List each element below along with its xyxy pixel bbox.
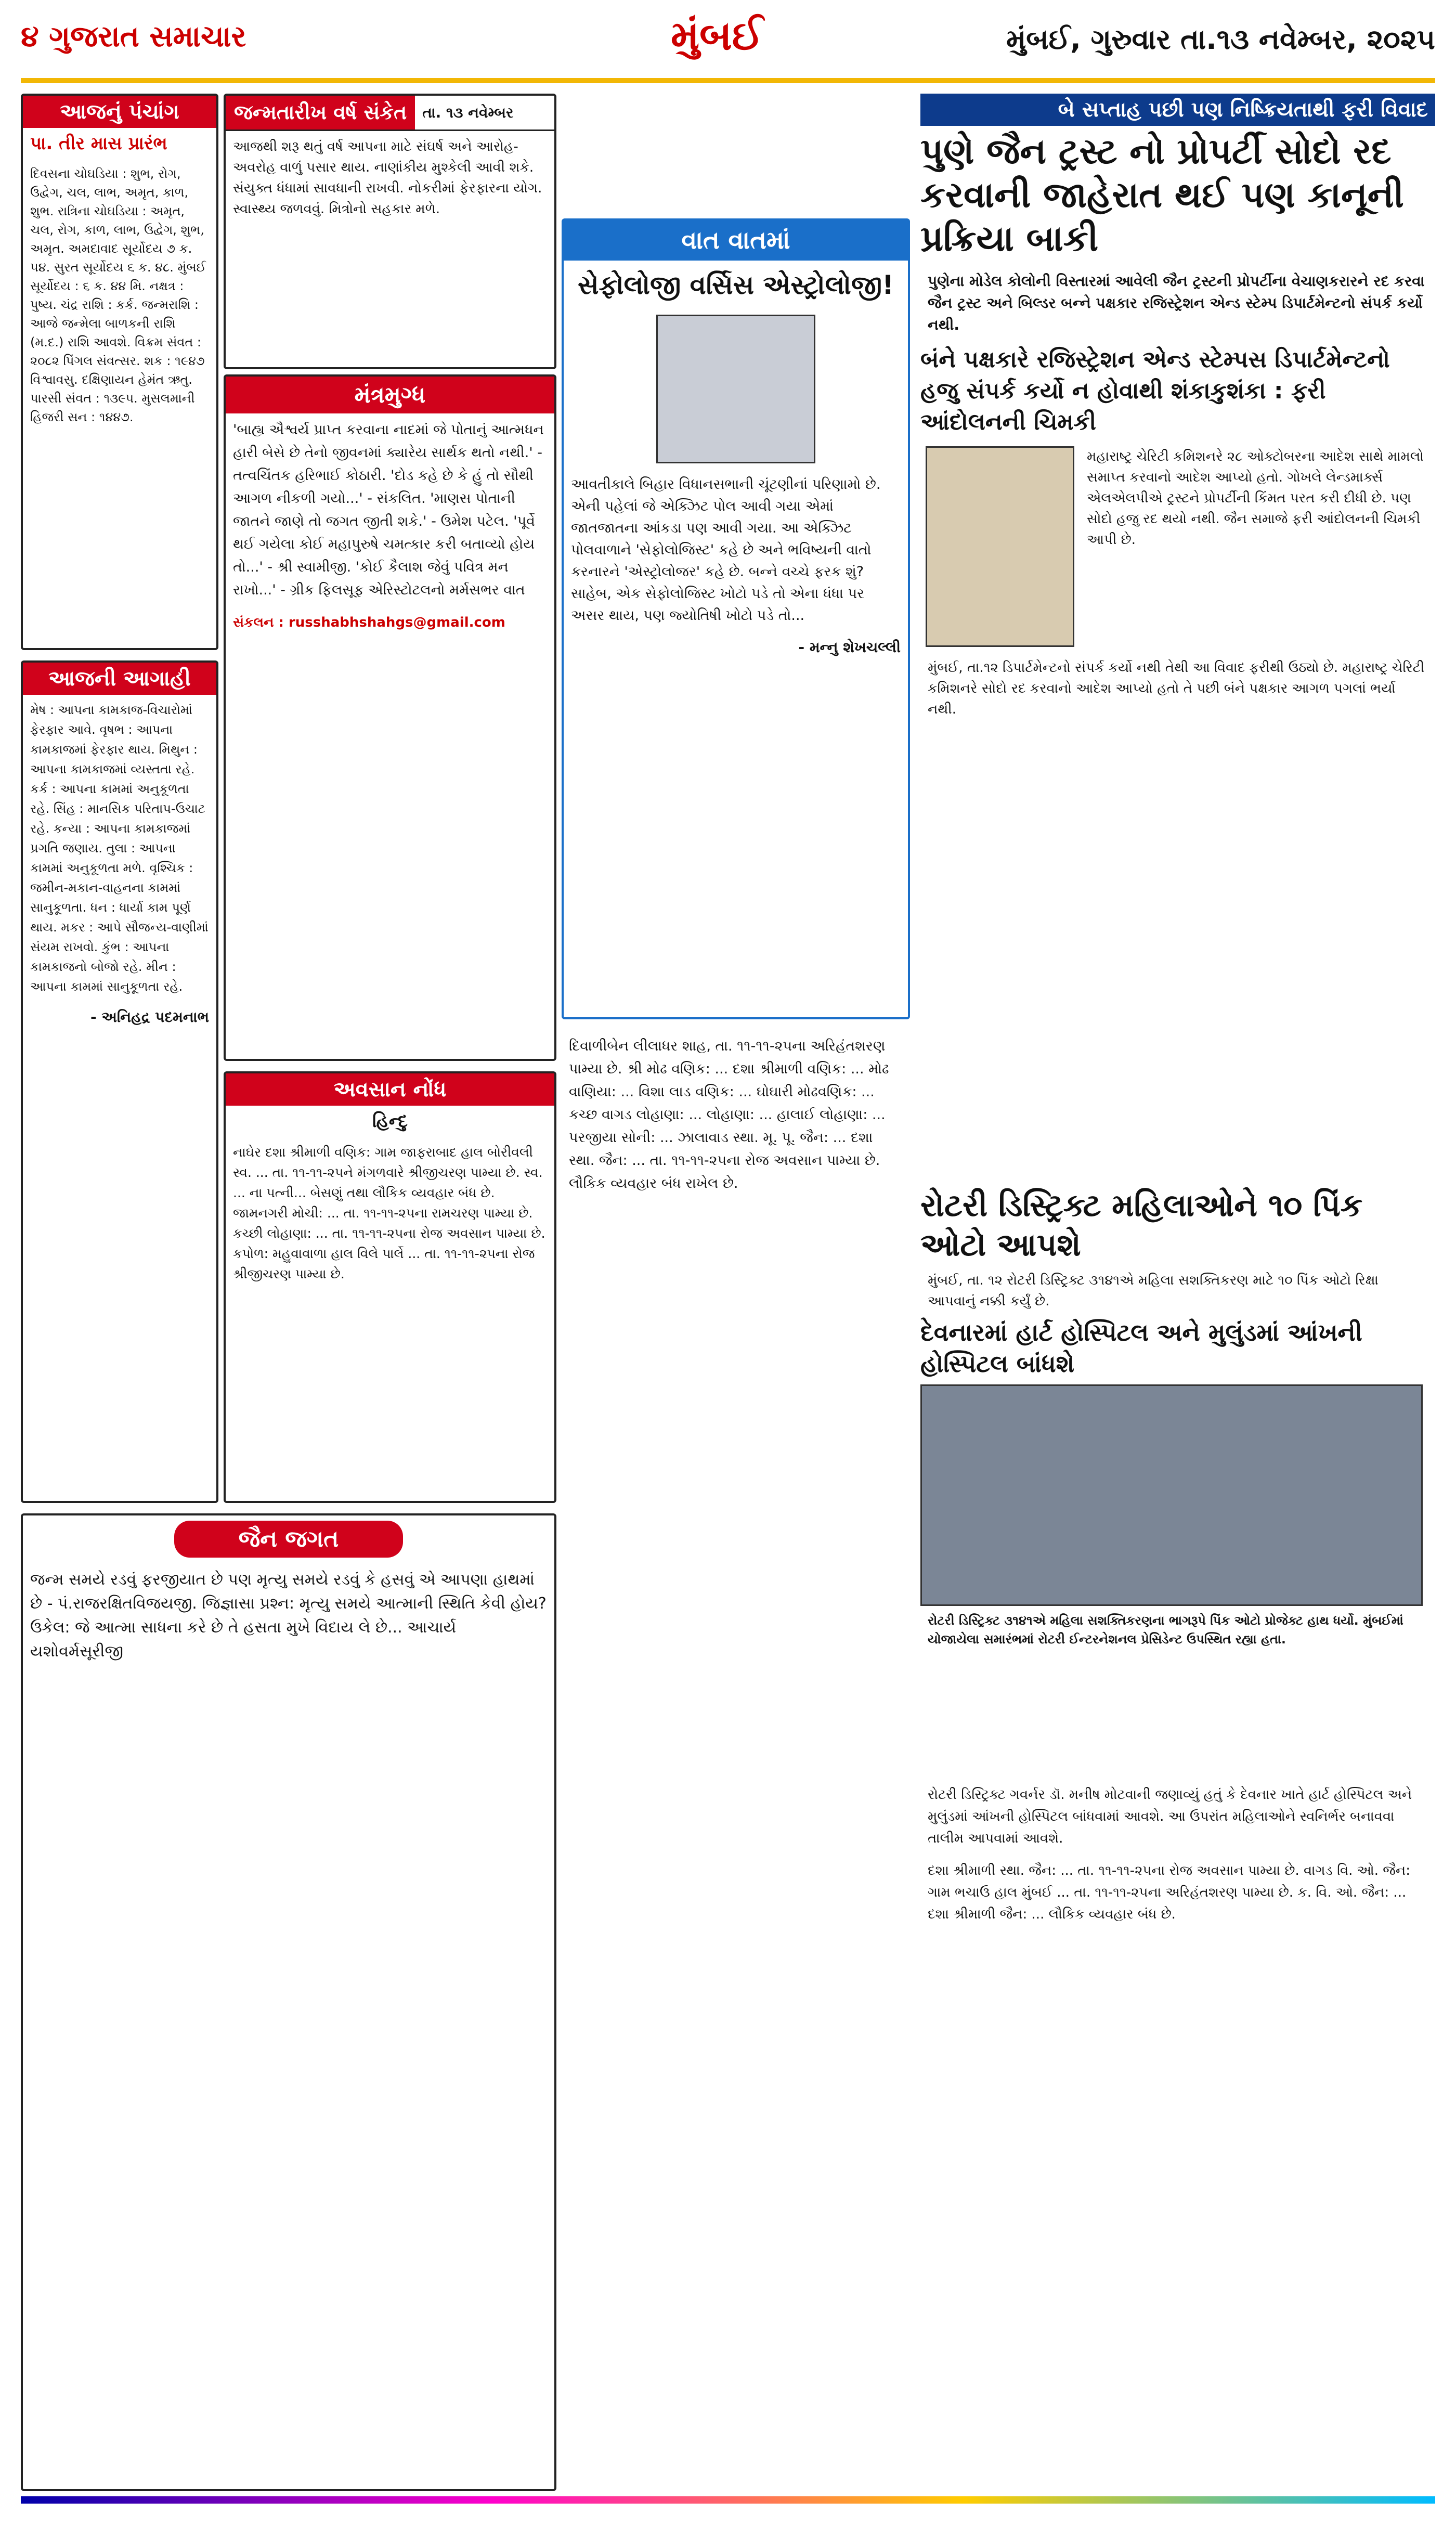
vaat-author: - મન્નુ શેખચલ્લી (798, 639, 901, 656)
mantra-title: મંત્રમુગ્ધ (226, 377, 554, 413)
cartoon-image (656, 315, 815, 463)
pink-auto-photo (920, 1384, 1423, 1606)
rashifal-author: - અનિહદ્ર પદમનાભ (90, 1008, 209, 1026)
obituaries-column (562, 1030, 910, 2491)
main-subhead: બંને પક્ષકારે રજિસ્ટ્રેશન એન્ડ સ્ટેમ્પસ ડિપાર્ટમેન્ટનો હજુ સંપર્ક કર્યો ન હોવાથી શંકાકુશંકા : ફરી આંદોલનની ચિમકી (920, 346, 1390, 435)
mantra-box (224, 374, 556, 1061)
rotary-body2: રોટરી ડિસ્ટ્રિક્ટ ગવર્નર ડૉ. મનીષ મોટવાની જણાવ્યું હતું કે દેવનાર ખાતે હાર્ટ હોસ્પિટલ અને મુલુંડમાં આંખની હોસ્પિટલ બાંધવામાં આવશે. આ ઉપરાંત મહિલાઓને સ્વનિર્ભર બનાવવા તાલીમ આપવામાં આવશે. (928, 1787, 1412, 1846)
janmdin-box (224, 94, 556, 369)
panchang-heading: પા. તીર માસ પ્રારંભ (30, 133, 167, 154)
vaat-body: આવતીકાલે બિહાર વિધાનસભાની ચૂંટણીનાં પરિણામો છે. એની પહેલાં જે એક્ઝિટ પોલ આવી ગયા એમાં જાતજાતના આંકડા પણ આવી ગયા. આ એક્ઝિટ પોલવાળાને 'સેફોલોજિસ્ટ' કહે છે અને ભવિષ્યની વાતો કરનારને 'એસ્ટ્રોલોજર' કહે છે. બન્ને વચ્ચે ફરક શું? સાહેબ, એક સેફોલોજિસ્ટ ખોટો પડે તો એના ધંધા પર અસર થાય, પણ જ્યોતિષી ખોટો પડે તો... (571, 476, 881, 624)
rotary-headline2: દેવનારમાં હાર્ટ હોસ્પિટલ અને મુલુંડમાં આંખની હોસ્પિટલ બાંધશે (920, 1318, 1362, 1378)
vaat-title: વાત વાતમાં (564, 221, 908, 261)
header-divider (21, 78, 1435, 83)
avsaan-body: નાઘેર દશા શ્રીમાળી વણિક: ગામ જાફરાબાદ હાલ બોરીવલી સ્વ. ... તા. ૧૧-૧૧-૨૫ને મંગળવારે શ્રીજીચરણ પામ્યા છે. સ્વ. ... ના પત્ની... બેસણું તથા લૌકિક વ્યવહાર બંધ છે. જામનગરી મોચી: ... તા. ૧૧-૧૧-૨૫ના રામચરણ પામ્યા છે. કચ્છી લોહાણા: ... તા. ૧૧-૧૧-૨૫ના રોજ અવસાન પામ્યા છે. કપોળ: મહુવાવાળા હાલ વિલે પાર્લે ... તા. ૧૧-૧૧-૨૫ના રોજ શ્રીજીચરણ પામ્યા છે. (233, 1145, 545, 1281)
jain-jagat-body: જન્મ સમયે રડવું ફરજીયાત છે પણ મૃત્યુ સમયે રડવું કે હસવું એ આપણા હાથમાં છે - પં.રાજરક્ષિતવિજયજી. જિજ્ઞાસા પ્રશ્ન: મૃત્યુ સમયે આત્માની સ્થિતિ કેવી હોય? ઉકેલ: જે આત્મા સાધના કરે છે તે હસતા મુખે વિદાય લે છે... આચાર્ય યશોવર્મસૂરીજી (30, 1571, 547, 1661)
mantra-credit: સંકલન : russhabhshahgs@gmail.com (233, 615, 505, 630)
obit-body: દિવાળીબેન લીલાધર શાહ, તા. ૧૧-૧૧-૨૫ના અરિહંતશરણ પામ્યા છે. શ્રી મોઢ વણિક: ... દશા શ્રીમાળી વણિક: ... મોઢ વાણિયા: ... વિશા લાડ વણિક: ... ઘોઘારી મોઢવણિક: ... કચ્છ વાગડ લોહાણા: ... લોહાણા: ... હાલાઈ લોહાણા: ... પરજીયા સોની: ... ઝાલાવાડ સ્થા. મૂ. પૂ. જૈન: ... દશા સ્થા. જૈન: ... તા. ૧૧-૧૧-૨૫ના રોજ અવસાન પામ્યા છે. લૌકિક વ્યવહાર બંધ રાખેલ છે. (569, 1038, 889, 1191)
jain-jagat-box (21, 1513, 556, 2491)
panchang-title: આજનું પંચાંગ (23, 96, 216, 128)
main-body1: મહારાષ્ટ્ર ચેરિટી કમિશનરે ૨૮ ઓક્ટોબરના આદેશ સાથે મામલો સમાપ્ત કરવાનો આદેશ આપ્યો હતો. ગોખલે લેન્ડમાર્ક્સ એલએલપીએ ટ્રસ્ટને પ્રોપર્ટીની કિંમત પરત કરી દીધી છે. પણ સોદો હજુ રદ થયો નથી. જૈન સમાજે ફરી આંદોલનની ચિમકી આપી છે. (1087, 449, 1424, 548)
date-line: મુંબઈ, ગુરુવાર તા.૧૩ નવેમ્બર, ૨૦૨૫ (1006, 23, 1435, 56)
obit2-body: દશા શ્રીમાળી સ્થા. જૈન: ... તા. ૧૧-૧૧-૨૫ના રોજ અવસાન પામ્યા છે. વાગડ વિ. ઓ. જૈન: ગામ ભચાઉ હાલ મુંબઈ ... તા. ૧૧-૧૧-૨૫ના અરિહંતશરણ પામ્યા છે. ક. વિ. ઓ. જૈન: ... દશા શ્રીમાળી જૈન: ... લૌકિક વ્યવહાર બંધ છે. (928, 1863, 1411, 1922)
jain-jagat-title: જૈન જગત (174, 1521, 403, 1558)
janmdin-date: તા. ૧૩ નવેમ્બર (422, 103, 514, 121)
panchang-box (21, 94, 218, 650)
photo-caption: રોટરી ડિસ્ટ્રિક્ટ ૩૧૪૧એ મહિલા સશક્તિકરણના ભાગરૂપે પિંક ઓટો પ્રોજેક્ટ હાથ ધર્યો. મુંબઈમાં યોજાયેલા સમારંભમાં રોટરી ઈન્ટરનેશનલ પ્રેસિડેન્ટ ઉપસ્થિત રહ્યા હતા. (928, 1613, 1403, 1647)
section-title: મુંબઈ (671, 12, 763, 59)
main-lead: પુણેના મોડેલ કોલોની વિસ્તારમાં આવેલી જૈન ટ્રસ્ટની પ્રોપર્ટીના વેચાણકરારને રદ કરવા જૈન ટ્રસ્ટ અને બિલ્ડર બન્ને પક્ષકાર રજિસ્ટ્રેશન એન્ડ સ્ટેમ્પ ડિપાર્ટમેન્ટનો સંપર્ક કર્યો નથી. (928, 273, 1425, 333)
rotary-story (920, 1186, 1435, 1773)
janmdin-body: આજથી શરૂ થતું વર્ષ આપના માટે સંઘર્ષ અને આરોહ-અવરોહ વાળું પસાર થાય. નાણાંકીય મુશ્કેલી આવી શકે. સંયુક્ત ધંધામાં સાવધાની રાખવી. નોકરીમાં ફેરફારના યોગ. સ્વાસ્થ્ય જળવવું. મિત્રોનો સહકાર મળે. (233, 139, 542, 217)
main-story (920, 94, 1435, 1181)
rotary-headline: રોટરી ડિસ્ટ્રિક્ટ મહિલાઓને ૧૦ પિંક ઓટો આપશે (920, 1187, 1363, 1263)
rashifal-box (21, 660, 218, 1503)
vaat-headline: સેફોલોજી વર્સિસ એસ્ટ્રોલોજી! (577, 270, 894, 300)
main-kicker: બે સપ્તાહ પછી પણ નિષ્ક્રિયતાથી ફરી વિવાદ (920, 94, 1435, 126)
temple-photo (926, 446, 1074, 647)
main-headline: પુણે જૈન ટ્રસ્ટ નો પ્રોપર્ટી સોદો રદ કરવાની જાહેરાત થઈ પણ કાનૂની પ્રક્રિયા બાકી (920, 131, 1404, 260)
avsaan-title: અવસાન નોંધ (226, 1073, 554, 1106)
vaat-vaatma-box (562, 218, 910, 1019)
avsaan-box (224, 1071, 556, 1503)
rotary-body: મુંબઈ, તા. ૧૨ રોટરી ડિસ્ટ્રિક્ટ ૩૧૪૧એ મહિલા સશક્તિકરણ માટે ૧૦ પિંક ઓટો રિક્ષા આપવાનું નક્કી કર્યું છે. (928, 1273, 1379, 1309)
janmdin-title: જન્મતારીખ વર્ષ સંકેત (226, 96, 415, 129)
mantra-body: 'બાહ્ય ઐશ્વર્ય પ્રાપ્ત કરવાના નાદમાં જે પોતાનું આત્મધન હારી બેસે છે તેનો જીવનમાં ક્યારેય સાર્થક થતો નથી.' - તત્વચિંતક હરિભાઈ કોઠારી. 'દોડ કહે છે કે હું તો સૌથી આગળ નીકળી ગયો...' - સંકલિત. 'માણસ પોતાની જાતને જાણે તો જગત જીતી શકે.' - ઉમેશ પટેલ. 'પૂર્વે થઈ ગયેલા કોઈ મહાપુરુષે ચમત્કાર કરી બતાવ્યો હોય તો...' - શ્રી સ્વામીજી. 'કોઈ કૈલાશ જેવું પવિત્ર મન રાખો...' - ગ્રીક ફિલસૂફ એરિસ્ટોટલનો મર્મસભર વાત (233, 422, 544, 598)
panchang-body: દિવસના ચોઘડિયા : શુભ, રોગ, ઉદ્વેગ, ચલ, લાભ, અમૃત, કાળ, શુભ. રાત્રિના ચોઘડિયા : અમૃત, ચલ, રોગ, કાળ, લાભ, ઉદ્વેગ, શુભ, અમૃત. અમદાવાદ સૂર્યોદય ૭ ક. ૫૪. સુરત સૂર્યોદય ૬ ક. ૪૮. મુંબઈ સૂર્યોદય : ૬ ક. ૪૪ મિ. નક્ષત્ર : પુષ્ય. ચંદ્ર રાશિ : કર્ક. જન્મરાશિ : આજે જન્મેલા બાળકની રાશિ (મ.દ.) રાશિ આવશે. વિક્રમ સંવત : ૨૦૮૨ પિંગલ સંવત્સર. શક : ૧૯૪૭ વિશ્વાવસુ. દક્ષિણાયન હેમંત ઋતુ. પારસી સંવત : ૧૩૯૫. મુસલમાની હિજરી સન : ૧૪૪૭. (30, 166, 206, 424)
main-body2: મુંબઈ, તા.૧૨ ડિપાર્ટમેન્ટનો સંપર્ક કર્યો નથી તેથી આ વિવાદ ફરીથી ઉઠ્યો છે. મહારાષ્ટ્ર ચેરિટી કમિશનરે સોદો રદ કરવાનો આદેશ આપ્યો હતો તે પછી બંને પક્ષકાર આગળ પગલાં ભર્યા નથી. (928, 660, 1425, 717)
footer-color-bar (21, 2496, 1435, 2504)
masthead (21, 9, 1435, 82)
rashifal-title: આજની આગાહી (23, 663, 216, 695)
rotary-continued (920, 1779, 1435, 2491)
avsaan-sub: હિન્દુ (372, 1111, 408, 1132)
page-number: ૪ ગુજરાત સમાચાર (21, 20, 246, 54)
rashifal-body: મેષ : આપના કામકાજ-વિચારોમાં ફેરફાર આવે. વૃષભ : આપના કામકાજમાં ફેરફાર થાય. મિથુન : આપના કામકાજમાં વ્યસ્તતા રહે. કર્ક : આપના કામમાં અનુકૂળતા રહે. સિંહ : માનસિક પરિતાપ-ઉચાટ રહે. કન્યા : આપના કામકાજમાં પ્રગતિ જણાય. તુલા : આપના કામમાં અનુકૂળતા મળે. વૃશ્ચિક : જમીન-મકાન-વાહનના કામમાં સાનુકૂળતા. ધન : ધાર્યા કામ પૂર્ણ થાય. મકર : આપે સૌજન્ય-વાણીમાં સંયમ રાખવો. કુંભ : આપના કામકાજનો બોજો રહે. મીન : આપના કામમાં સાનુકૂળતા રહે. (30, 703, 209, 994)
